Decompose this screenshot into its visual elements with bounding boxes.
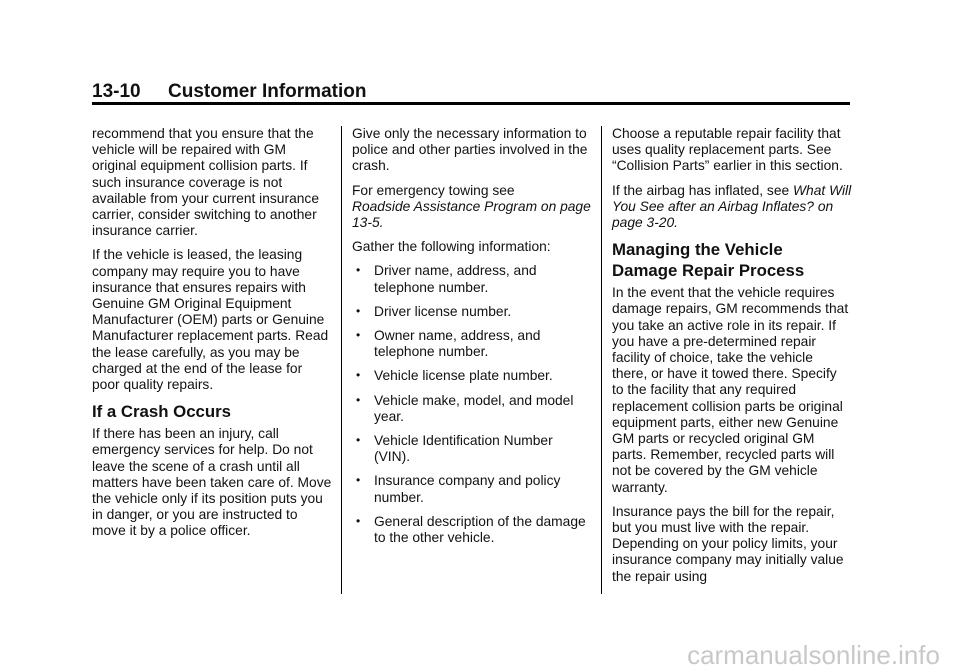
paragraph: In the event that the vehicle requires damage repairs, GM recommends that you take an active role in its repair. If you have a pre-determined repair facility of choice, take the vehicle there, or have it towed there. Specify to the facility that any required replacement collision parts be original equipment parts, either new Genuine GM parts or recycled original GM parts. Remember, recycled parts will not be covered by the GM vehicle warranty. (612, 285, 849, 495)
column-right (612, 126, 852, 593)
bullet-icon: • (356, 368, 361, 383)
list-item: • General description of the damage to the other vehicle. (356, 513, 586, 546)
section-heading: Managing the Vehicle Damage Repair Process (612, 240, 805, 281)
paragraph: If there has been an injury, call emergency services for help. Do not leave the scene of a crash until all matters have been taken care of. Move the vehicle only if its position puts you in danger, or you are instructed to move it by a police officer. (92, 426, 332, 539)
page-number: 13-10 (92, 81, 141, 102)
paragraph: If the vehicle is leased, the leasing company may require you to have insurance that ensures repairs with Genuine GM Original Equipment Manufacturer (OEM) parts or Genuine Manufacturer replacement parts. Read the lease carefully, as you may be charged at the end of the lease for poor quality repairs. (92, 247, 329, 393)
list-item: • Vehicle Identification Number (VIN). (356, 433, 553, 465)
list-item: • Driver license number. (356, 303, 512, 319)
bullet-icon: • (356, 473, 361, 488)
bullet-icon: • (356, 392, 361, 407)
bullet-icon: • (356, 513, 361, 528)
bullet-icon: • (356, 328, 361, 343)
info-list (352, 263, 592, 546)
paragraph (352, 183, 592, 232)
list-item: • Vehicle make, model, and model year. (356, 392, 574, 424)
chapter-title: Customer Information (168, 81, 367, 102)
header-rule (92, 102, 850, 105)
bullet-icon: • (356, 433, 361, 448)
column-middle (352, 126, 592, 554)
column-divider (341, 126, 342, 594)
cross-reference: What Will You See after an Airbag Inflates? on page 3-20. (612, 182, 852, 231)
bullet-icon: • (356, 263, 361, 278)
page-header (92, 80, 366, 104)
paragraph: Gather the following information: (352, 239, 551, 255)
paragraph-text: For emergency towing see (352, 182, 515, 198)
list-item: • Insurance company and policy number. (356, 473, 561, 505)
column-left (92, 126, 332, 548)
column-divider (601, 126, 602, 594)
paragraph (612, 183, 852, 232)
cross-reference: Roadside Assistance Program on page 13-5. (352, 198, 591, 231)
section-heading: If a Crash Occurs (92, 402, 231, 422)
paragraph: Insurance pays the bill for the repair, but you must live with the repair. Depending on your policy limits, your insurance company may initially value the repair using (612, 503, 844, 584)
bullet-icon: • (356, 303, 361, 318)
list-item: • Owner name, address, and telephone number. (356, 328, 541, 360)
paragraph-text: If the airbag has inflated, see (612, 182, 790, 198)
list-item: • Vehicle license plate number. (356, 368, 553, 384)
list-item: • Driver name, address, and telephone number. (356, 263, 537, 295)
paragraph: Choose a reputable repair facility that uses quality replacement parts. See “Collision Parts” earlier in this section. (612, 126, 843, 174)
paragraph: recommend that you ensure that the vehicle will be repaired with GM original equipment collision parts. If such insurance coverage is not available from your current insurance carrier, consider switching to another insurance carrier. (92, 126, 319, 239)
paragraph: Give only the necessary information to police and other parties involved in the crash. (352, 126, 588, 174)
watermark: carmanualsonline.info (687, 640, 940, 670)
